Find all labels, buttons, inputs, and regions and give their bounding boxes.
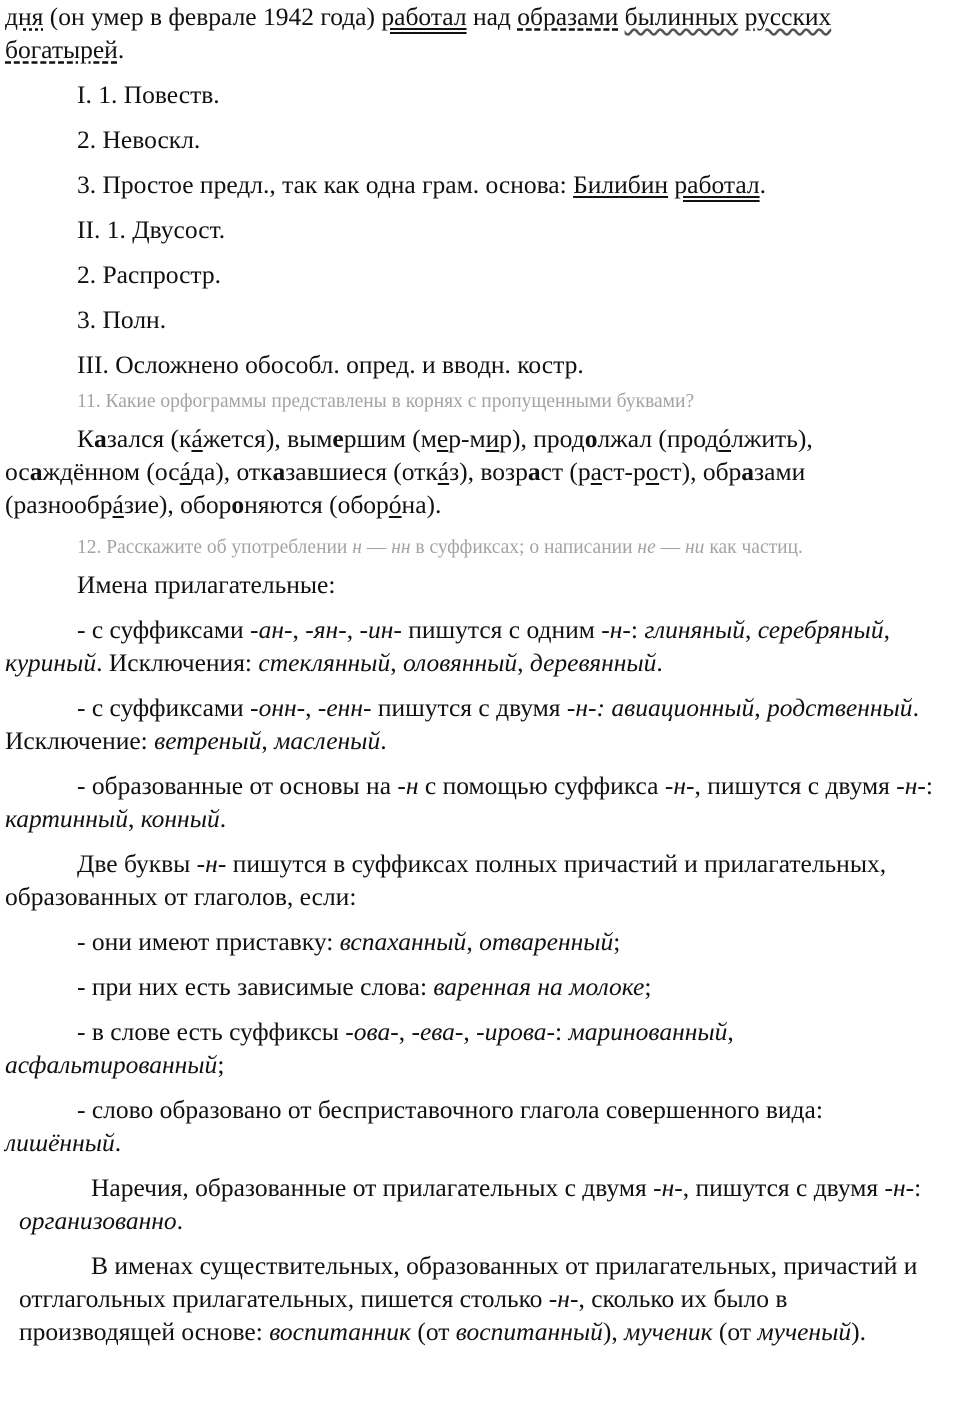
rule-condition [5, 1015, 940, 1081]
text-run: -: [622, 615, 645, 644]
text-run: стеклянный [258, 648, 391, 677]
text-run: á [112, 490, 124, 519]
question-11: 11. Какие орфограммы представлены в корнях с пропущенными буквами? [77, 391, 695, 412]
question-12 [5, 533, 940, 562]
rule-paragraph [5, 613, 940, 679]
text-run: мученик [624, 1317, 713, 1346]
text-run: ирова [484, 1017, 547, 1046]
text-run: ст-р [602, 457, 646, 486]
text-run: - пишутся с одним - [393, 615, 610, 644]
text-run: серебряный [757, 615, 884, 644]
analysis-line [5, 168, 940, 201]
text-run: лжить), ос [5, 424, 813, 486]
text-run: (от [410, 1317, 456, 1346]
text-run: ; [644, 972, 652, 1001]
text-run: авиационный [611, 693, 755, 722]
text-run: , [390, 648, 403, 677]
text-run: . Исключения: [96, 648, 259, 677]
text-run: отваренный [479, 927, 614, 956]
text-run: ова [353, 1017, 391, 1046]
analysis-line: 2. Распростр. [77, 260, 221, 289]
text-run: а [94, 424, 107, 453]
analysis-line: 2. Невоскл. [77, 125, 201, 154]
text-run: а [741, 457, 755, 486]
text-run: - пишутся в суффиксах полных причастий и прилагательных, образованных от глаголов, если: [5, 849, 887, 911]
text-run: -: [905, 1173, 922, 1202]
underlined-object: образами [517, 2, 619, 31]
text-run: н [205, 849, 218, 878]
text-run: ршим (м [343, 424, 437, 453]
rule-condition [5, 925, 940, 958]
text-run: и [485, 424, 500, 453]
text-run: — [361, 537, 392, 558]
rule-paragraph [5, 691, 940, 757]
text-run: а [272, 457, 286, 486]
text-run: родственный [767, 693, 913, 722]
underlined-predicate: работал [674, 170, 760, 199]
text-run: а [590, 457, 602, 486]
text-run: глиняный [644, 615, 746, 644]
underlined-attribute: былинных [624, 2, 739, 31]
text-run: ó [388, 490, 402, 519]
text-run: н [405, 771, 419, 800]
text-run: , [466, 927, 480, 956]
text-run: -, - [454, 1017, 485, 1046]
text-run: -, пишутся с двумя - [685, 771, 905, 800]
roots-answer [5, 422, 940, 521]
text-run: ст), обр [659, 457, 742, 486]
text-run: картинный [5, 804, 128, 833]
text-run: а [29, 457, 43, 486]
text-run: завшиеся (отк [285, 457, 438, 486]
text-run: ; [613, 927, 621, 956]
analysis-line: III. Осложнено обособл. опред. и вводн. костр. [77, 350, 584, 379]
text-run: не [637, 537, 656, 558]
text-run: , [883, 615, 890, 644]
underlined-circumstance-word: дня [5, 2, 44, 31]
text-run: , [127, 804, 141, 833]
text-run: н [893, 1173, 906, 1202]
text-run: , [727, 1017, 734, 1046]
text-run: , [754, 693, 768, 722]
text-run: а [527, 457, 541, 486]
text-run: , [745, 615, 758, 644]
text-run: , [517, 648, 530, 677]
rule-paragraph [5, 769, 940, 835]
text-run: - слово образовано от бесприставочного глагола совершенного вида: [77, 1095, 823, 1124]
text-run: жется), вым [202, 424, 333, 453]
text-run: зами (разнообр [5, 457, 806, 519]
text-run: , [261, 726, 275, 755]
text-run: на). [401, 490, 442, 519]
text-run: — [655, 537, 685, 558]
underlined-object: богатырей [5, 35, 118, 64]
text-run: -, - [338, 615, 368, 644]
text-run: . [114, 1128, 122, 1157]
text-run: воспитанник [269, 1317, 411, 1346]
adverbs-rule [19, 1171, 940, 1237]
text-run: . [117, 35, 125, 64]
text-run: 12. Расскажите об употреблении [77, 537, 353, 558]
text-run: ин [367, 615, 394, 644]
text-run: -: [917, 771, 933, 800]
sentence-continuation [5, 0, 940, 66]
rule-paragraph [5, 847, 940, 913]
text-run: зие), обор [123, 490, 232, 519]
text-run: о [584, 424, 598, 453]
text-run: н [661, 1173, 675, 1202]
analysis-line: I. 1. Повеств. [77, 80, 220, 109]
text-run: маринованный [568, 1017, 728, 1046]
document-page [5, 0, 940, 1348]
text-run: -, - [390, 1017, 420, 1046]
text-run: с помощью суффикса - [418, 771, 674, 800]
text-run: р), прод [499, 424, 585, 453]
text-run: -, пишутся с двумя - [674, 1173, 893, 1202]
text-run: ян [313, 615, 339, 644]
text-run: енн [326, 693, 363, 722]
text-run: да), отк [190, 457, 273, 486]
text-run: з), возр [449, 457, 528, 486]
text-run: н [352, 537, 362, 558]
text-run: - с суффиксами - [77, 615, 259, 644]
text-run: á [179, 457, 191, 486]
text-run: нн [391, 537, 411, 558]
text-run: р-м [448, 424, 486, 453]
text-run: ; [217, 1050, 225, 1079]
rule-condition [5, 970, 940, 1003]
text-run: á [437, 457, 450, 486]
text-run: ева [419, 1017, 455, 1046]
text-run: н [609, 615, 623, 644]
text-run: о [231, 490, 245, 519]
text-run: е [332, 424, 344, 453]
text-run: - образованные от основы на - [77, 771, 406, 800]
text-run: -, сколько их было в производящей основе: [19, 1284, 788, 1346]
text-run: . [219, 804, 227, 833]
analysis-line: 3. Полн. [77, 305, 167, 334]
text-run: -: [546, 1017, 569, 1046]
text-run: ждённом (ос [42, 457, 180, 486]
nouns-rule [19, 1249, 940, 1348]
text-run: ветреный [154, 726, 262, 755]
text-run: зался (к [106, 424, 192, 453]
text-run: В именах существительных, образованных от прилагательных, причастий и отглагольных прилагательных, пишется столько - [19, 1251, 918, 1313]
text-run: - пишутся с двумя - [362, 693, 576, 722]
text-run: (от [712, 1317, 758, 1346]
text-run: ). [851, 1317, 866, 1346]
underlined-subject: Билибин [573, 170, 669, 199]
text-run: деревянный [529, 648, 657, 677]
text-run: е [436, 424, 449, 453]
rule-condition [5, 1093, 940, 1159]
text-run: - они имеют приставку: [77, 927, 340, 956]
text-run: воспитанный [455, 1317, 603, 1346]
text-run: н [557, 1284, 570, 1313]
text-run: н [673, 771, 686, 800]
text-run: . Исключение: [5, 693, 919, 755]
text-run: над [466, 2, 518, 31]
underlined-attribute: русских [744, 2, 832, 31]
text-run: куриный [5, 648, 97, 677]
text-run: няются (обор [244, 490, 389, 519]
text-run: мученый [757, 1317, 852, 1346]
adjectives-heading: Имена прилагательные: [77, 570, 336, 599]
text-run: масленый [274, 726, 381, 755]
text-run: (он умер в феврале 1942 года) [43, 2, 382, 31]
text-run: онн [258, 693, 297, 722]
text-run: - в слове есть суффиксы - [77, 1017, 354, 1046]
text-run: Наречия, образованные от прилагательных с двумя - [91, 1173, 662, 1202]
text-run: - с суффиксами - [77, 693, 259, 722]
underlined-predicate: работал [381, 2, 467, 31]
text-run: ни [685, 537, 705, 558]
text-run: . [656, 648, 663, 677]
text-run: á [191, 424, 203, 453]
text-run: н-: [575, 693, 606, 722]
text-run: в суффиксах; о написании [410, 537, 638, 558]
text-run: лжал (прод [597, 424, 719, 453]
text-run: н [904, 771, 918, 800]
text-run: о [645, 457, 660, 486]
text-run: ан [258, 615, 284, 644]
text-run: Две буквы - [77, 849, 206, 878]
text-run: . [759, 170, 766, 199]
text-run: оловянный [402, 648, 518, 677]
text-run: лишённый [5, 1128, 115, 1157]
text-run: -, - [283, 615, 314, 644]
text-run: . [176, 1206, 184, 1235]
text-run: ст (р [540, 457, 591, 486]
text-run: - при них есть зависимые слова: [77, 972, 434, 1001]
text-run: как частиц. [704, 537, 803, 558]
text-run: . [380, 726, 387, 755]
text-run: -, - [296, 693, 327, 722]
text-run: ), [602, 1317, 625, 1346]
text-run: конный [140, 804, 220, 833]
text-run: варенная на молоке [433, 972, 645, 1001]
text-run: вспаханный [339, 927, 467, 956]
text-run: 3. Простое предл., так как одна грам. основа: [77, 170, 574, 199]
text-run: асфальтированный [5, 1050, 218, 1079]
text-run: организованно [19, 1206, 177, 1235]
text-run: ó [718, 424, 732, 453]
text-run: К [77, 424, 95, 453]
analysis-line: II. 1. Двусост. [77, 215, 226, 244]
